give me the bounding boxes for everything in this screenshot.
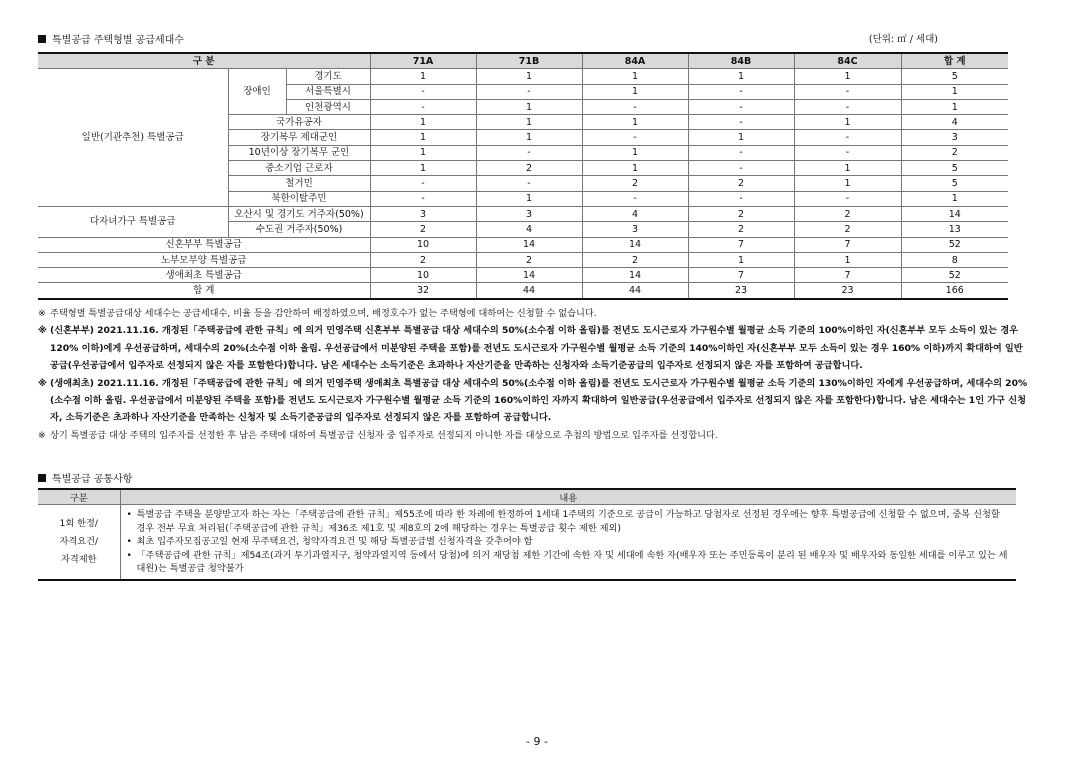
common-category <box>38 505 120 580</box>
note-mark: ※ <box>38 325 47 337</box>
value-cell: 1 <box>582 84 688 99</box>
value-cell: 2 <box>582 252 688 267</box>
list-item-text: 최초 입주자모집공고일 현재 무주택요건, 청약자격요건 및 해당 특별공급별 신청자격을 갖추어야 함 <box>136 536 533 548</box>
value-cell: - <box>794 130 901 145</box>
common-header-content: 내용 <box>120 489 1016 505</box>
value-cell: - <box>794 84 901 99</box>
value-cell: 10 <box>370 237 476 252</box>
value-cell: - <box>688 84 794 99</box>
note-mark: ※ <box>38 429 46 441</box>
value-cell: 10 <box>370 268 476 283</box>
section-title-common <box>38 470 132 485</box>
row-label: 중소기업 근로자 <box>228 161 370 176</box>
value-cell: 1 <box>794 161 901 176</box>
table-row <box>38 268 1008 283</box>
row-total-cell: 2 <box>901 145 1008 160</box>
row-label: 신혼부부 특별공급 <box>38 237 370 252</box>
row-total-cell: 52 <box>901 268 1008 283</box>
value-cell: 4 <box>476 222 582 237</box>
list-item-text: 「주택공급에 관한 규칙」제54조(과거 투기과열지구, 청약과열지역 등에서 당첨)에 의거 재당첨 제한 기간에 속한 자 및 세대에 속한 자(배우자 또는 주민등록이 분리 된 배우자 및 배우자와 동일한 세대를 이루고 있는 세대원)는 특별공급 청약불가 <box>136 549 1008 575</box>
category-line: 자격요건/ <box>59 535 99 547</box>
row-label: 합 계 <box>38 283 370 299</box>
value-cell: 1 <box>370 130 476 145</box>
row-label: 인천광역시 <box>286 99 370 114</box>
row-total-cell: 1 <box>901 84 1008 99</box>
value-cell: 7 <box>688 237 794 252</box>
table-row <box>38 69 1008 84</box>
value-cell: 44 <box>476 283 582 299</box>
bullet-icon: • <box>126 536 132 548</box>
note-mark: ※ <box>38 308 46 319</box>
table-row <box>38 206 1008 221</box>
square-bullet-icon <box>38 474 46 482</box>
row-label: 10년이상 장기복무 군인 <box>228 145 370 160</box>
common-row <box>38 505 1016 580</box>
common-header-row <box>38 489 1016 505</box>
header-type: 84B <box>688 53 794 69</box>
value-cell: - <box>582 130 688 145</box>
value-cell: 2 <box>794 222 901 237</box>
section-title-text: 특별공급 주택형별 공급세대수 <box>52 35 184 46</box>
note-text: 상기 특별공급 대상 주택의 입주자를 선정한 후 남은 주택에 대하여 특별공급 신청자 중 입주자로 선정되지 아니한 자를 대상으로 추첨의 방법으로 입주자를 선정합니다. <box>50 429 718 441</box>
row-total-cell: 13 <box>901 222 1008 237</box>
value-cell: - <box>476 176 582 191</box>
value-cell: 1 <box>476 69 582 84</box>
common-content <box>120 505 1016 580</box>
value-cell: 4 <box>582 206 688 221</box>
notes <box>38 305 1028 444</box>
supply-table <box>38 52 1008 300</box>
value-cell: - <box>476 145 582 160</box>
value-cell: - <box>370 84 476 99</box>
value-cell: 1 <box>370 161 476 176</box>
header-type: 84A <box>582 53 688 69</box>
value-cell: 1 <box>794 176 901 191</box>
row-label: 수도권 거주자(50%) <box>228 222 370 237</box>
row-total-cell: 1 <box>901 99 1008 114</box>
value-cell: 23 <box>794 283 901 299</box>
row-total-cell: 5 <box>901 69 1008 84</box>
row-total-cell: 1 <box>901 191 1008 206</box>
value-cell: - <box>688 145 794 160</box>
row-total-cell: 5 <box>901 176 1008 191</box>
value-cell: 7 <box>794 268 901 283</box>
value-cell: 44 <box>582 283 688 299</box>
value-cell: 1 <box>582 145 688 160</box>
value-cell: 14 <box>582 268 688 283</box>
value-cell: 1 <box>476 191 582 206</box>
value-cell: 2 <box>688 206 794 221</box>
row-label: 노부모부양 특별공급 <box>38 252 370 267</box>
group-general-label: 일반(기관추천) 특별공급 <box>38 69 228 207</box>
table-total-row <box>38 283 1008 299</box>
row-total-cell: 52 <box>901 237 1008 252</box>
value-cell: 1 <box>582 69 688 84</box>
value-cell: - <box>688 161 794 176</box>
value-cell: 1 <box>582 115 688 130</box>
page-number: - 9 - <box>526 735 548 748</box>
note-text: 주택형별 특별공급대상 세대수는 공급세대수, 비율 등을 감안하여 배정하였으며, 배정호수가 없는 주택형에 대하여는 신청할 수 없습니다. <box>50 308 597 319</box>
list-item-text: 특별공급 주택을 분양받고자 하는 자는「주택공급에 관한 규칙」제55조에 따라 한 차례에 한정하여 1세대 1주택의 기준으로 공급이 가능하고 당첨자로 선정된 경우에는 향후 특별공급에 신청할 수 없으며, 중복 신청할 경우 전부 무효 처리됨(「주택공급에 관한 규칙」제36조 제1호 및 제8호의 2에 해당하는 경우는 특별공급 횟수 제한 제외) <box>136 509 1000 534</box>
category-line: 1회 한정/ <box>59 517 98 529</box>
value-cell: 1 <box>688 252 794 267</box>
value-cell: - <box>794 99 901 114</box>
common-header-category: 구분 <box>38 489 120 505</box>
value-cell: 32 <box>370 283 476 299</box>
table-row <box>38 237 1008 252</box>
value-cell: 1 <box>370 145 476 160</box>
value-cell: - <box>688 115 794 130</box>
unit-label: (단위: ㎡ / 세대) <box>868 34 938 45</box>
common-table <box>38 488 1016 581</box>
value-cell: 2 <box>688 222 794 237</box>
row-total-cell: 166 <box>901 283 1008 299</box>
value-cell: 3 <box>476 206 582 221</box>
row-label: 경기도 <box>286 69 370 84</box>
group-disabled-label: 장애인 <box>228 69 286 115</box>
value-cell: 7 <box>794 237 901 252</box>
row-label: 북한이탈주민 <box>228 191 370 206</box>
header-type: 71B <box>476 53 582 69</box>
value-cell: 1 <box>582 161 688 176</box>
value-cell: 1 <box>688 69 794 84</box>
note <box>38 427 1028 444</box>
value-cell: 1 <box>370 69 476 84</box>
row-total-cell: 5 <box>901 161 1008 176</box>
note <box>38 305 1028 322</box>
row-label: 서울특별시 <box>286 84 370 99</box>
value-cell: 14 <box>582 237 688 252</box>
value-cell: 2 <box>476 252 582 267</box>
value-cell: - <box>370 99 476 114</box>
row-label: 철거민 <box>228 176 370 191</box>
value-cell: - <box>688 99 794 114</box>
note-mark: ※ <box>38 377 47 389</box>
row-total-cell: 8 <box>901 252 1008 267</box>
value-cell: 23 <box>688 283 794 299</box>
row-total-cell: 3 <box>901 130 1008 145</box>
table-row <box>38 252 1008 267</box>
value-cell: - <box>794 191 901 206</box>
value-cell: 1 <box>794 115 901 130</box>
value-cell: 1 <box>476 115 582 130</box>
value-cell: 1 <box>370 115 476 130</box>
note <box>38 375 1028 427</box>
value-cell: - <box>370 191 476 206</box>
square-bullet-icon <box>38 35 46 43</box>
value-cell: - <box>370 176 476 191</box>
list-item <box>127 549 1011 576</box>
value-cell: - <box>476 84 582 99</box>
note <box>38 322 1028 374</box>
note-text: (생애최초) 2021.11.16. 개정된「주택공급에 관한 규칙」에 의거 민영주택 생애최초 특별공급 대상 세대수의 50%(소수점 이하 올림)를 전년도 도시근로자 가구원수별 월평균 소득 기준의 130%이하인 자에게 우선공급하며, 세대수의 20%(소수점 이하 올림. 우선공급에서 미분양된 주택을 포함)를 전년도 도시근로자 가구원수별 월평균 소득 기준의 160%이하인 자까지 확대하여 일반공급(우선공급에서 입주자로 선정되지 않은 자를 포함한다)합니다. 남은 세대수는 1인 가구 신청자, 소득기준은 초과하나 자산기준을 만족하는 신청자 및 소득기준공급의 입주자로 선정되지 않은 자를 포함하여 공급합니다. <box>50 377 1028 424</box>
bullet-icon: • <box>126 549 132 561</box>
value-cell: - <box>582 99 688 114</box>
row-label: 오산시 및 경기도 거주자(50%) <box>228 206 370 221</box>
category-line: 자격제한 <box>60 553 97 565</box>
value-cell: - <box>582 191 688 206</box>
value-cell: 2 <box>370 252 476 267</box>
value-cell: 2 <box>370 222 476 237</box>
row-label: 장기복무 제대군인 <box>228 130 370 145</box>
value-cell: 1 <box>794 252 901 267</box>
value-cell: 1 <box>476 130 582 145</box>
value-cell: 14 <box>476 237 582 252</box>
list-item <box>127 508 1011 535</box>
value-cell: 14 <box>476 268 582 283</box>
group-multichild-label: 다자녀가구 특별공급 <box>38 206 228 237</box>
header-total: 합 계 <box>901 53 1008 69</box>
bullet-icon: • <box>126 509 132 520</box>
table-header-row <box>38 53 1008 69</box>
header-type: 71A <box>370 53 476 69</box>
header-category: 구 분 <box>38 53 370 69</box>
row-total-cell: 4 <box>901 115 1008 130</box>
value-cell: 2 <box>688 176 794 191</box>
list-item <box>127 535 1011 549</box>
row-label: 국가유공자 <box>228 115 370 130</box>
value-cell: 7 <box>688 268 794 283</box>
value-cell: 2 <box>476 161 582 176</box>
value-cell: 2 <box>582 176 688 191</box>
value-cell: 3 <box>370 206 476 221</box>
value-cell: 1 <box>688 130 794 145</box>
row-total-cell: 14 <box>901 206 1008 221</box>
note-text: (신혼부부) 2021.11.16. 개정된「주택공급에 관한 규칙」에 의거 민영주택 신혼부부 특별공급 대상 세대수의 50%(소수점 이하 올림)를 전년도 도시근로자 가구원수별 월평균 소득 기준의 100%이하인 자(신혼부부 모두 소득이 있는 경우 120% 이하)에게 우선공급하며, 세대수의 20%(소수점 이하 올림. 우선공급에서 미분양된 주택을 포함)를 전년도 도시근로자 가구원수별 월평균 소득 기준의 140%이하인 자(신혼부부 모두 소득이 있는 경우 160% 이하)까지 확대하여 일반공급(우선공급에서 입주자로 선정되지 않은 자를 포함한다)합니다. 남은 세대수는 소득기준은 초과하나 자산기준을 만족하는 신청자와 소득기준공급의 입주자로 선정되지 않은 자를 포함하여 공급합니다. <box>50 325 1023 372</box>
row-label: 생애최초 특별공급 <box>38 268 370 283</box>
section-title-text: 특별공급 공통사항 <box>52 474 133 485</box>
value-cell: 1 <box>476 99 582 114</box>
value-cell: - <box>688 191 794 206</box>
value-cell: 2 <box>794 206 901 221</box>
section-title-supply <box>38 31 184 46</box>
value-cell: 1 <box>794 69 901 84</box>
header-type: 84C <box>794 53 901 69</box>
value-cell: - <box>794 145 901 160</box>
value-cell: 3 <box>582 222 688 237</box>
